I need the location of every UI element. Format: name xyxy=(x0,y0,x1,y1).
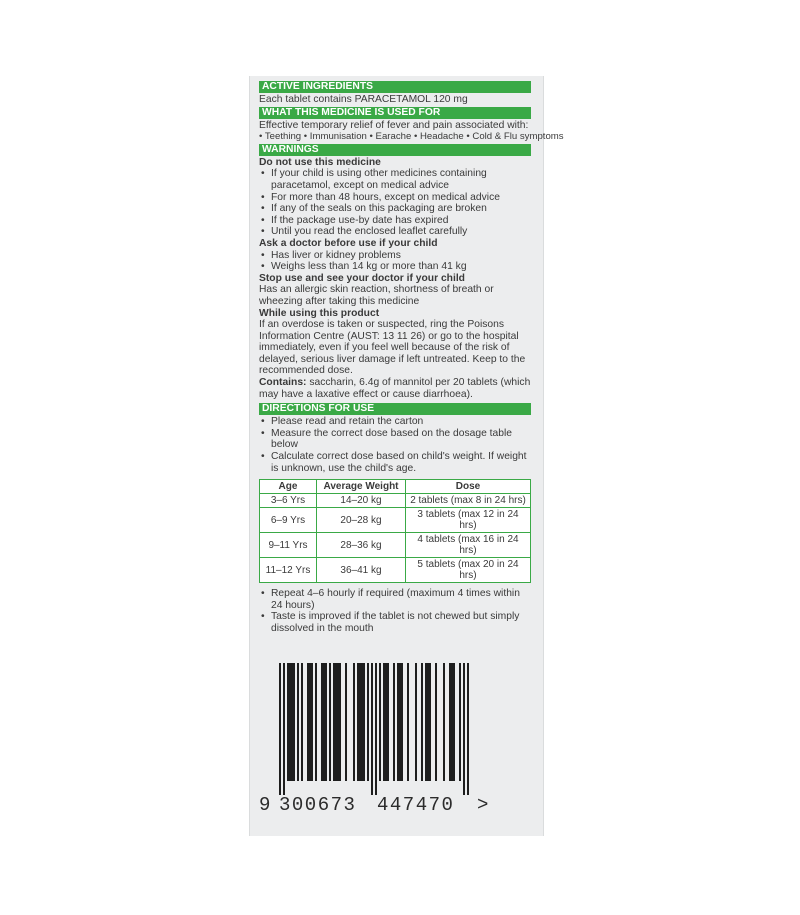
barcode-arrow: > xyxy=(477,794,490,816)
barcode-bar xyxy=(425,663,427,781)
uses-list: • Teething • Immunisation • Earache • Headache • Cold & Flu symptoms xyxy=(259,131,564,143)
cell-dose: 5 tablets (max 20 in 24 hrs) xyxy=(406,558,531,583)
stop-use-text: Has an allergic skin reaction, shortness of breath or wheezing after taking this medicine xyxy=(259,284,494,307)
table-row xyxy=(260,508,531,533)
barcode-bar xyxy=(339,663,341,781)
barcode-bar xyxy=(379,663,381,781)
barcode-bar xyxy=(421,663,423,781)
barcode-bar xyxy=(451,663,453,781)
barcode-bar xyxy=(363,663,365,781)
list-item: • For more than 48 hours, except on medical advice xyxy=(259,192,531,204)
stop-use-title: Stop use and see your doctor if your child xyxy=(259,272,465,284)
barcode-bar xyxy=(443,663,445,781)
cell-age: 9–11 Yrs xyxy=(260,533,317,558)
table-row xyxy=(260,533,531,558)
list-item: • Please read and retain the carton xyxy=(259,416,531,428)
list-item: • Taste is improved if the tablet is not chewed but simply dissolved in the mouth xyxy=(259,611,531,634)
cell-age: 11–12 Yrs xyxy=(260,558,317,583)
barcode-bars xyxy=(259,663,493,795)
directions-list xyxy=(259,416,531,474)
barcode-bar xyxy=(335,663,337,781)
cell-dose: 3 tablets (max 12 in 24 hrs) xyxy=(406,508,531,533)
contains-text xyxy=(259,377,531,400)
barcode-bar xyxy=(415,663,417,781)
barcode-bar xyxy=(459,663,461,781)
barcode-bar xyxy=(287,663,289,781)
active-ingredients-heading: ACTIVE INGREDIENTS xyxy=(259,81,531,93)
barcode-guard-bar xyxy=(279,663,281,795)
header-dose: Dose xyxy=(406,480,531,494)
list-item: • If your child is using other medicines containing paracetamol, except on medical advice xyxy=(259,168,531,191)
do-not-use-title: Do not use this medicine xyxy=(259,156,381,168)
barcode-guard-bar xyxy=(375,663,377,795)
cell-age: 6–9 Yrs xyxy=(260,508,317,533)
dosage-table xyxy=(259,479,531,583)
barcode-bar xyxy=(427,663,429,781)
list-item: • Weighs less than 14 kg or more than 41 kg xyxy=(259,261,531,273)
barcode-bar xyxy=(367,663,369,781)
barcode-bar xyxy=(383,663,385,781)
warnings-heading: WARNINGS xyxy=(259,144,531,156)
table-row xyxy=(260,558,531,583)
barcode-left-group: 300673 xyxy=(279,794,357,816)
barcode-bar xyxy=(429,663,431,781)
barcode-bar xyxy=(293,663,295,781)
table-header-row xyxy=(260,480,531,494)
list-item: • If the package use-by date has expired xyxy=(259,215,531,227)
do-not-use-list xyxy=(259,168,531,238)
uses-heading: WHAT THIS MEDICINE IS USED FOR xyxy=(259,107,531,119)
barcode-bar xyxy=(353,663,355,781)
cell-dose: 4 tablets (max 16 in 24 hrs) xyxy=(406,533,531,558)
ask-doctor-title: Ask a doctor before use if your child xyxy=(259,237,438,249)
barcode-bar xyxy=(397,663,399,781)
barcode-bar xyxy=(359,663,361,781)
barcode-bar xyxy=(435,663,437,781)
barcode-bar xyxy=(291,663,293,781)
barcode-bar xyxy=(311,663,313,781)
barcode-bar xyxy=(393,663,395,781)
cell-age: 3–6 Yrs xyxy=(260,494,317,508)
cell-weight: 14–20 kg xyxy=(317,494,406,508)
barcode-bar xyxy=(361,663,363,781)
barcode-guard-bar xyxy=(371,663,373,795)
barcode-bar xyxy=(323,663,325,781)
cell-weight: 20–28 kg xyxy=(317,508,406,533)
cell-weight: 36–41 kg xyxy=(317,558,406,583)
header-age: Age xyxy=(260,480,317,494)
barcode-guard-bar xyxy=(283,663,285,795)
barcode xyxy=(259,663,493,823)
barcode-bar xyxy=(401,663,403,781)
barcode-right-group: 447470 xyxy=(377,794,455,816)
barcode-bar xyxy=(325,663,327,781)
contains-detail: saccharin, 6.4g of mannitol per 20 tablets (which may have a laxative effect or cause diarrhoea). xyxy=(259,377,531,400)
list-item: • Has liver or kidney problems xyxy=(259,250,531,262)
while-using-text: If an overdose is taken or suspected, ring the Poisons Information Centre (AUST: 13 11 26) or go to the hospital immediately, even if you feel well because of the risk of delayed, serious liver damage if left untreated. Keep to the recommended dose. xyxy=(259,319,526,377)
barcode-bar xyxy=(301,663,303,781)
table-row xyxy=(260,494,531,508)
barcode-bar xyxy=(453,663,455,781)
header-weight: Average Weight xyxy=(317,480,406,494)
barcode-bar xyxy=(449,663,451,781)
barcode-bar xyxy=(337,663,339,781)
barcode-bar xyxy=(309,663,311,781)
barcode-bar xyxy=(345,663,347,781)
barcode-bar xyxy=(387,663,389,781)
list-item: • Calculate correct dose based on child's weight. If weight is unknown, use the child's age. xyxy=(259,451,531,474)
barcode-bar xyxy=(399,663,401,781)
barcode-bar xyxy=(333,663,335,781)
barcode-bar xyxy=(289,663,291,781)
barcode-bar xyxy=(297,663,299,781)
barcode-bar xyxy=(307,663,309,781)
barcode-bar xyxy=(407,663,409,781)
directions-heading: DIRECTIONS FOR USE xyxy=(259,403,531,415)
ask-doctor-list xyxy=(259,250,531,273)
list-item: • Repeat 4–6 hourly if required (maximum 4 times within 24 hours) xyxy=(259,588,531,611)
contains-label: Contains: xyxy=(259,377,307,389)
while-using-title: While using this product xyxy=(259,307,380,319)
barcode-guard-bar xyxy=(463,663,465,795)
barcode-bar xyxy=(329,663,331,781)
barcode-guard-bar xyxy=(467,663,469,795)
cell-dose: 2 tablets (max 8 in 24 hrs) xyxy=(406,494,531,508)
list-item: • Measure the correct dose based on the dosage table below xyxy=(259,428,531,451)
cell-weight: 28–36 kg xyxy=(317,533,406,558)
barcode-bar xyxy=(321,663,323,781)
barcode-first-digit: 9 xyxy=(259,794,272,816)
uses-text: Effective temporary relief of fever and pain associated with: xyxy=(259,119,529,131)
active-ingredients-text: Each tablet contains PARACETAMOL 120 mg xyxy=(259,94,468,105)
list-item: • Until you read the enclosed leaflet carefully xyxy=(259,226,531,238)
after-table-list xyxy=(259,588,531,634)
label-content xyxy=(259,80,564,635)
barcode-bar xyxy=(357,663,359,781)
barcode-bar xyxy=(385,663,387,781)
barcode-bar xyxy=(315,663,317,781)
list-item: • If any of the seals on this packaging are broken xyxy=(259,203,531,215)
